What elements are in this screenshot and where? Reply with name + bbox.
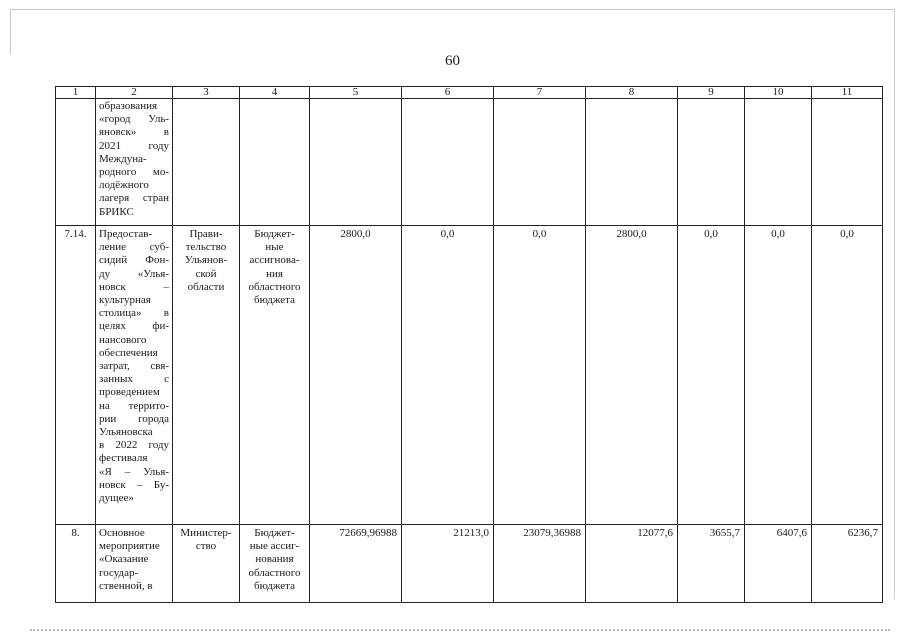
cell-text-line: фестиваля — [99, 452, 148, 465]
cell-text-line: ство — [195, 540, 217, 553]
cell-text-line: мероприятие — [99, 540, 160, 553]
cell-text-line: ные ассиг- — [249, 540, 300, 553]
value-cell — [812, 99, 883, 226]
cell-text-line: целях фи- — [99, 320, 169, 333]
header-row — [56, 87, 883, 99]
cell-text-line: государ- — [99, 566, 139, 579]
cell-text-line: лодёжного — [99, 179, 149, 192]
cell-text-line: дущее» — [99, 492, 134, 505]
value-cell — [310, 99, 402, 226]
header-cell: 1 — [56, 87, 96, 99]
table-row — [56, 525, 883, 603]
value-cell: 3655,7 — [678, 525, 745, 603]
cell-text-line: занных с — [99, 373, 169, 386]
cell-text-line: бюджета — [253, 579, 295, 592]
cell-text-line: «Я – Улья- — [99, 465, 169, 478]
cell-text-line: ской — [195, 267, 217, 280]
cell-text-line: Прави- — [189, 228, 223, 240]
cell-text-line: Предостав- — [99, 228, 153, 240]
cell-text-line: «город Уль- — [99, 113, 169, 126]
header-cell: 2 — [96, 87, 173, 99]
cell-text-line: проведением — [99, 386, 160, 399]
header-cell: 6 — [402, 87, 494, 99]
cell-text-line: бюджета — [253, 294, 295, 307]
row-number-cell: 8. — [56, 525, 96, 603]
executor-cell — [173, 226, 240, 525]
cell-text-line: БРИКС — [99, 205, 134, 218]
value-cell: 2800,0 — [586, 226, 678, 525]
cell-text-line: рии города — [99, 412, 169, 425]
cell-text-line: столица» в — [99, 307, 169, 320]
cell-text-line: Бюджет- — [254, 527, 295, 539]
cell-text-line: образования — [99, 100, 158, 112]
cell-text-line: обеспечения — [99, 346, 158, 359]
table-row — [56, 99, 883, 226]
cell-text-line: областного — [248, 566, 301, 579]
cell-text-line: культурная — [99, 294, 151, 307]
cell-text-line: ния — [266, 267, 283, 280]
cell-text-line: Основное — [99, 527, 145, 539]
cell-text-line: лагеря стран — [99, 192, 169, 205]
cell-text-line: в 2022 году — [99, 439, 169, 452]
value-cell: 0,0 — [402, 226, 494, 525]
cell-text-line: Ульянов- — [184, 254, 228, 267]
header-cell: 8 — [586, 87, 678, 99]
cell-text-line: нансового — [99, 333, 147, 346]
cell-text-line: затрат, свя- — [99, 360, 169, 373]
scan-border-right — [894, 9, 895, 599]
header-cell: 11 — [812, 87, 883, 99]
value-cell: 72669,96988 — [310, 525, 402, 603]
value-cell — [745, 99, 812, 226]
cell-text-line: ление суб- — [99, 241, 169, 254]
executor-cell — [173, 525, 240, 603]
row-number-cell — [56, 99, 96, 226]
row-number-cell: 7.14. — [56, 226, 96, 525]
value-cell — [494, 99, 586, 226]
cell-text-line: яновск» в — [99, 126, 169, 139]
value-cell — [402, 99, 494, 226]
cell-text-line: «Оказание — [99, 553, 149, 566]
funding-source-cell — [240, 525, 310, 603]
cell-text-line: сидий Фон- — [99, 254, 169, 267]
cell-text-line: Бюджет- — [254, 228, 295, 240]
cell-text-line: на террито- — [99, 399, 169, 412]
value-cell: 0,0 — [494, 226, 586, 525]
cell-text-line: родного мо- — [99, 166, 169, 179]
value-cell: 0,0 — [745, 226, 812, 525]
header-cell: 10 — [745, 87, 812, 99]
header-cell: 3 — [173, 87, 240, 99]
description-cell — [96, 525, 173, 603]
cell-text-line: 2021 году — [99, 139, 169, 152]
executor-cell — [173, 99, 240, 226]
cell-text-line: тельство — [185, 241, 227, 254]
cell-text-line: ные — [265, 241, 284, 254]
value-cell: 12077,6 — [586, 525, 678, 603]
funding-source-cell — [240, 99, 310, 226]
cell-text-line: ственной, в — [99, 579, 153, 592]
scan-border-bottom — [30, 629, 890, 633]
table-row — [56, 226, 883, 525]
cell-text-line: области — [187, 280, 225, 293]
cell-text-line: новск – Бу- — [99, 478, 169, 491]
header-cell: 4 — [240, 87, 310, 99]
description-cell — [96, 226, 173, 525]
header-cell: 9 — [678, 87, 745, 99]
cell-text-line: областного — [248, 280, 301, 293]
scan-border-top — [10, 9, 895, 10]
cell-text-line: Министер- — [180, 527, 232, 539]
funding-source-cell — [240, 226, 310, 525]
value-cell — [678, 99, 745, 226]
description-cell — [96, 99, 173, 226]
cell-text-line: Междуна- — [99, 152, 147, 165]
header-cell: 5 — [310, 87, 402, 99]
value-cell: 0,0 — [812, 226, 883, 525]
value-cell: 21213,0 — [402, 525, 494, 603]
cell-text-line: ду «Улья- — [99, 267, 169, 280]
cell-text-line: Ульяновска — [99, 426, 153, 439]
value-cell: 6407,6 — [745, 525, 812, 603]
cell-text-line: ассигнова- — [249, 254, 300, 267]
page-number: 60 — [445, 53, 460, 69]
value-cell: 6236,7 — [812, 525, 883, 603]
budget-table — [55, 86, 883, 603]
value-cell: 23079,36988 — [494, 525, 586, 603]
value-cell: 2800,0 — [310, 226, 402, 525]
header-cell: 7 — [494, 87, 586, 99]
value-cell — [586, 99, 678, 226]
cell-text-line: нования — [255, 553, 294, 566]
cell-text-line: новск – — [99, 280, 169, 293]
scan-border-left — [10, 9, 11, 54]
value-cell: 0,0 — [678, 226, 745, 525]
